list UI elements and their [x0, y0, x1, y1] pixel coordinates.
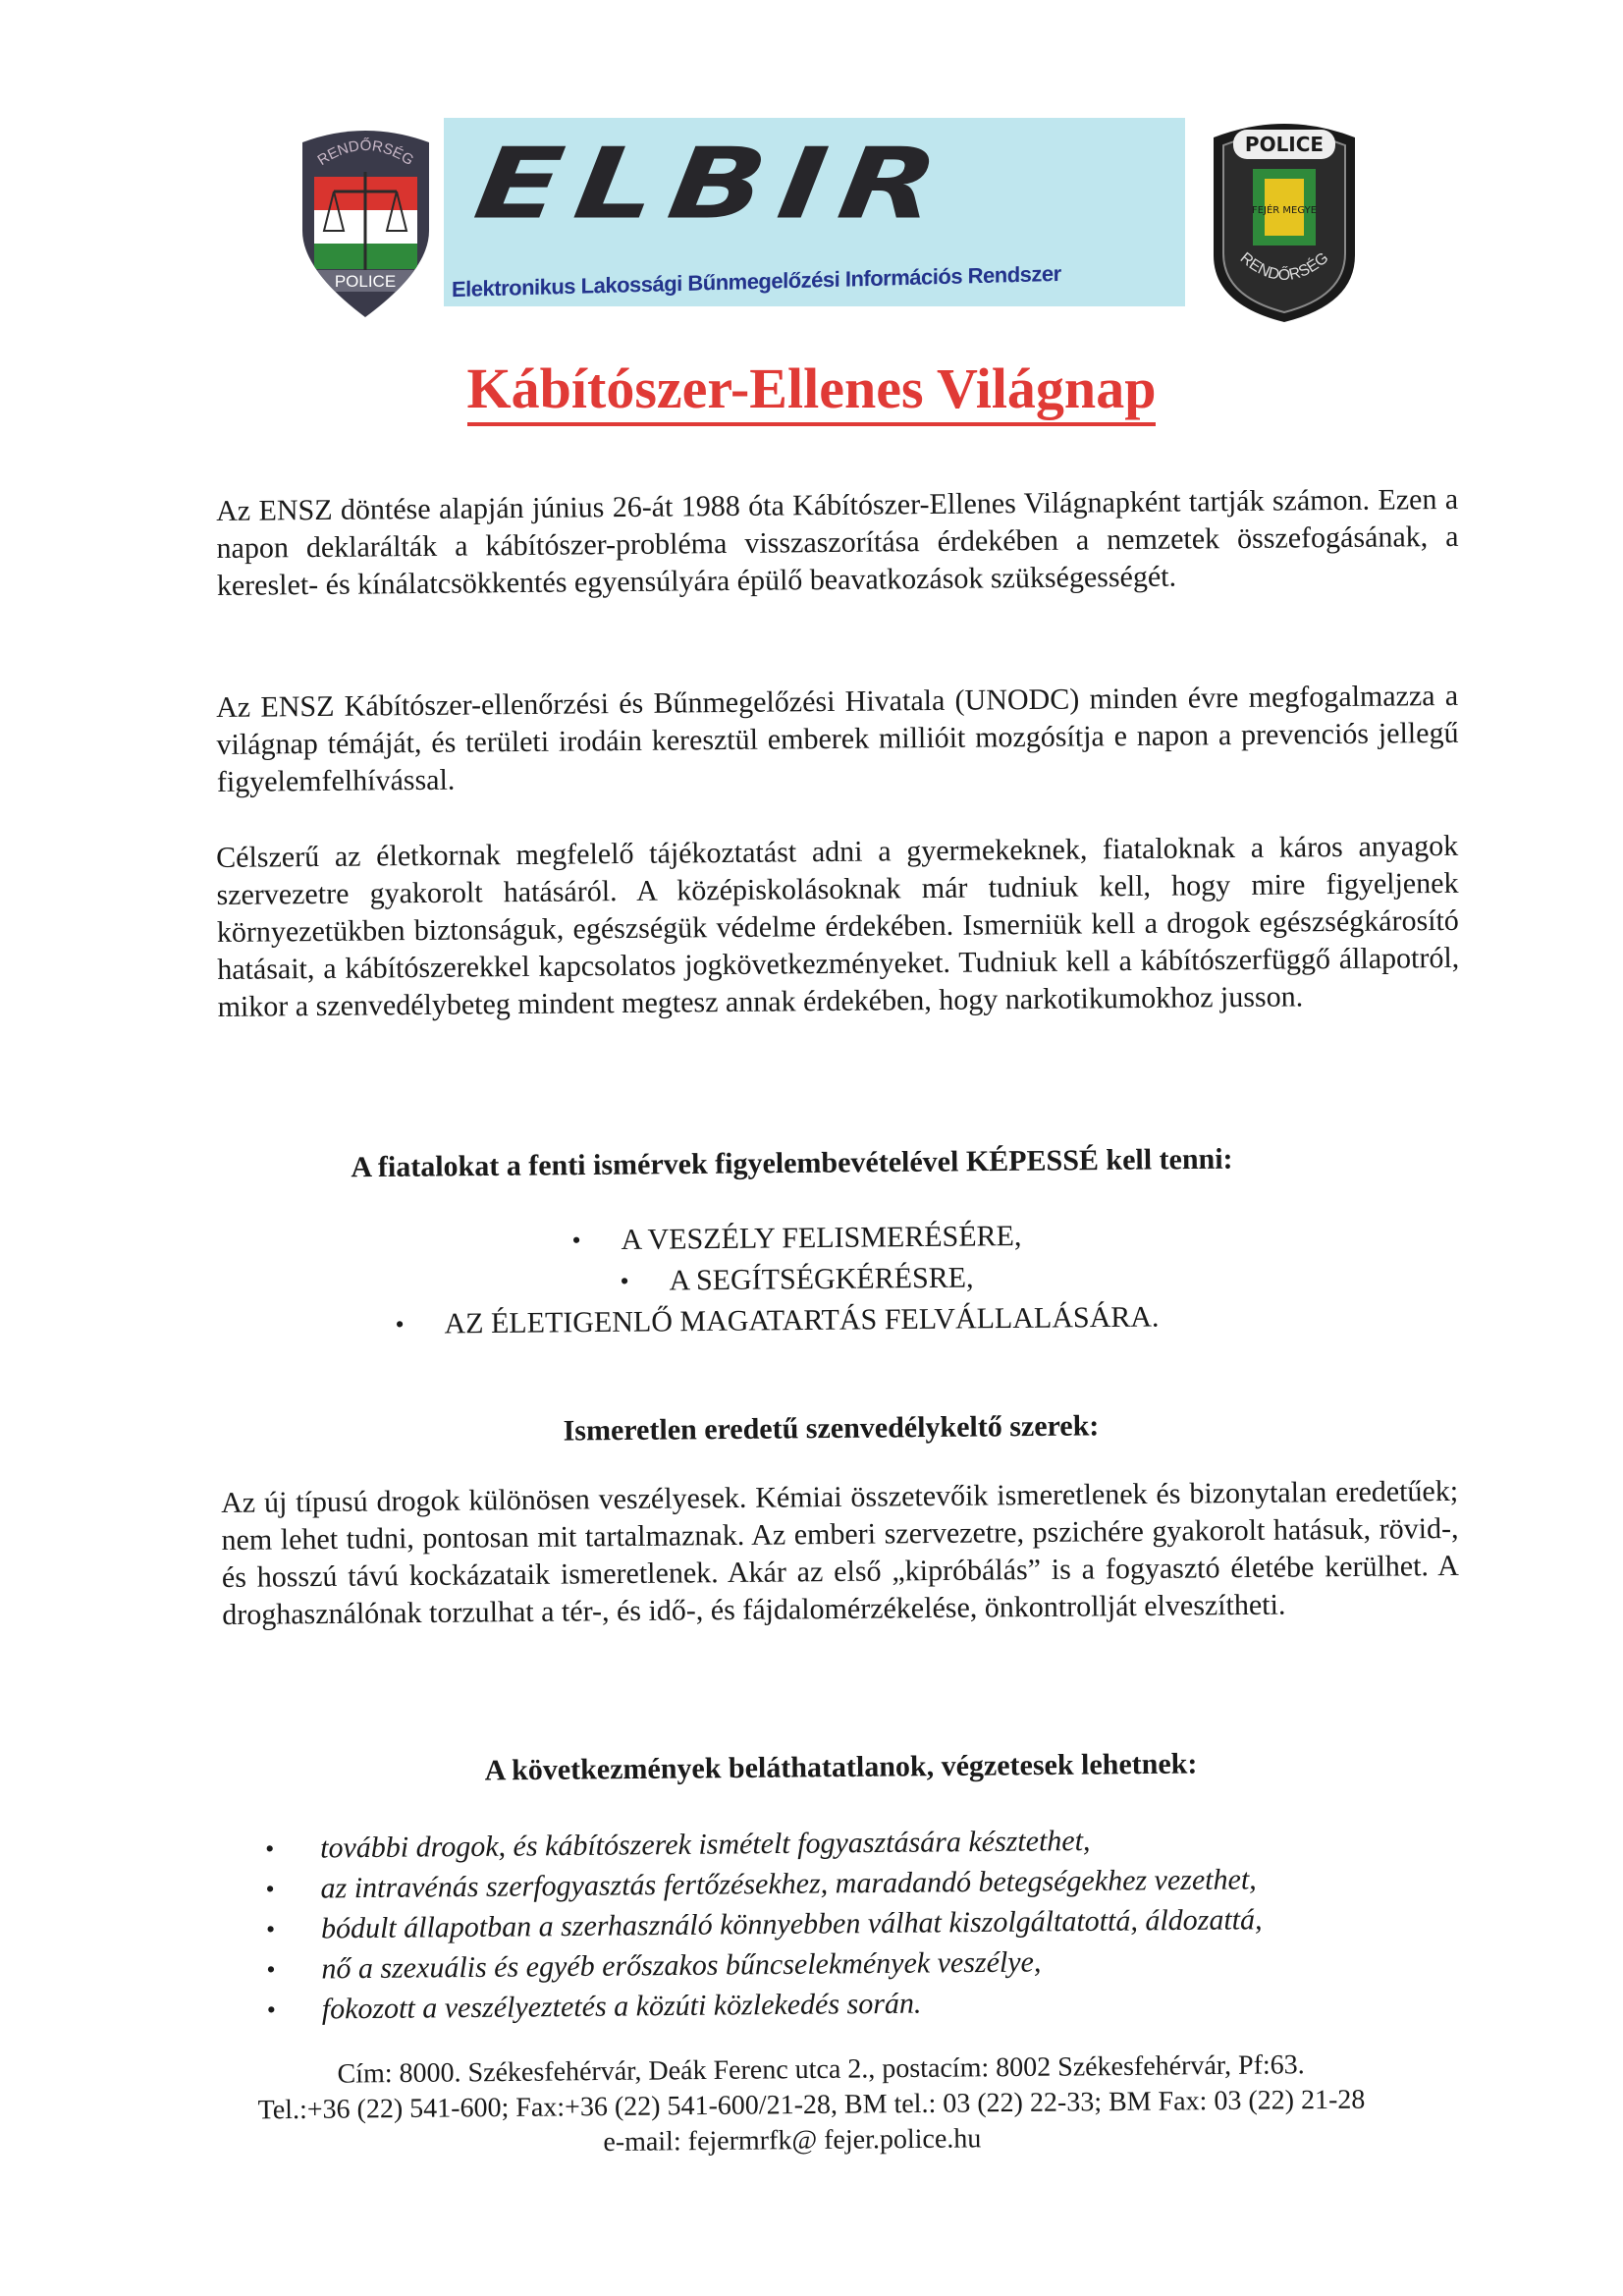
page-title-text: Kábítószer-Ellenes Világnap: [467, 356, 1157, 426]
elbir-banner: [444, 118, 1185, 306]
paragraph-education: Célszerű az életkornak megfelelő tájékoztatást adni a gyermekeknek, fiataloknak a káros anyagok szervezetre gyakorolt hatásáról. A középiskolásoknak már tudniuk kell, hogy mire figyeljenek környezetükben biztonságuk, egészségük védelme érdekében. Ismerniük kell a drogok egészségkárosító hatásait, a kábítószerekkel kapcsolatos jogkövetkezményeket. Tudniuk kell a kábítószerfüggő állapotról, mikor a szenvedélybeteg mindent megtesz annak érdekében, hogy narkotikumokhoz jusson.: [216, 829, 1460, 1023]
police-shield-logo: [295, 123, 437, 319]
list-item-text: az intravénás szerfogyasztás fertőzésekhez, maradandó betegségekhez vezethet,: [320, 1863, 1257, 1905]
county-police-badge: [1196, 108, 1373, 324]
bullet-icon: •: [265, 1833, 275, 1863]
capable-list: [0, 1218, 1623, 1341]
list-item-text: nő a szexuális és egyéb erőszakos bűncselekmények veszélye,: [321, 1945, 1042, 1986]
bullet-icon: •: [620, 1266, 629, 1295]
paragraph-intro: Az ENSZ döntése alapján június 26-át 1988 óta Kábítószer-Ellenes Világnapként tartják számon. Ezen a napon deklarálták a kábítószer-probléma visszaszorítása érdekében a nemzetek összefogásának, a kereslet- és kínálatcsökkentés egyensúlyára épülő beavatkozások szükségességét.: [216, 482, 1459, 602]
bullet-icon: •: [265, 1874, 275, 1903]
list-item-text: A SEGÍTSÉGKÉRÉSRE,: [669, 1261, 974, 1297]
consequences-list: [265, 1817, 1445, 2030]
elbir-tagline: Elektronikus Lakossági Bűnmegelőzési Információs Rendszer: [452, 260, 1061, 302]
list-item-text: fokozott a veszélyeztetés a közúti közlekedés során.: [321, 1987, 922, 2026]
left-badge-label: POLICE: [334, 272, 397, 291]
left-badge-arc-text: RENDŐRSÉG: [314, 137, 417, 170]
page-title: [0, 355, 1623, 421]
heading-unknown-substances: Ismeretlen eredetű szenvedélykeltő szerek:: [563, 1409, 1100, 1448]
contact-footer: [0, 2045, 1623, 2166]
bullet-icon: •: [266, 1954, 276, 1984]
list-item-text: AZ ÉLETIGENLŐ MAGATARTÁS FELVÁLLALÁSÁRA.: [444, 1300, 1160, 1340]
paragraph-new-drugs: Az új típusú drogok különösen veszélyesek. Kémiai összetevőik ismeretlenek és bizonytalan eredetűek; nem lehet tudni, pontosan mit tartalmaznak. Az emberi szervezetre, pszichére gyakorolt hatásuk, rövid-, és hosszú távú kockázataik ismeretlenek. Akár az első „kipróbálás” is a fogyasztó életébe kerülhet. A droghasználónak torzulhat a tér-, és idő-, és fájdalomérzékelése, önkontrollját elveszítheti.: [221, 1474, 1460, 1631]
bullet-icon: •: [571, 1226, 581, 1255]
list-item-text: további drogok, és kábítószerek ismételt fogyasztására késztethet,: [320, 1824, 1091, 1865]
bullet-icon: •: [266, 1995, 277, 2024]
letterhead: [295, 108, 1375, 324]
bullet-icon: •: [395, 1309, 405, 1339]
elbir-wordmark: ELBIR: [467, 127, 958, 242]
list-item-text: A VESZÉLY FELISMERÉSÉRE,: [621, 1220, 1022, 1256]
right-badge-top-text: POLICE: [1244, 133, 1325, 156]
heading-consequences: A következmények beláthatatlanok, végzetesek lehetnek:: [484, 1747, 1198, 1787]
paragraph-unodc: Az ENSZ Kábítószer-ellenőrzési és Bűnmegelőzési Hivatala (UNODC) minden évre megfogalmazza a világnap témáját, és területi irodáin keresztül emberek millióit mozgósítja e napon a prevenciós jellegű figyelemfelhívással.: [216, 679, 1459, 798]
footer-phones: Tel.:+36 (22) 541-600; Fax:+36 (22) 541-600/21-28, BM tel.: 03 (22) 22-33; BM Fax: 03 (22) 21-28: [257, 2084, 1366, 2126]
bullet-icon: •: [265, 1914, 276, 1943]
footer-address: Cím: 8000. Székesfehérvár, Deák Ferenc utca 2., postacím: 8002 Székesfehérvár, Pf:63.: [337, 2050, 1305, 2090]
footer-email: e-mail: fejermrfk@ fejer.police.hu: [603, 2123, 982, 2159]
right-badge-ring-text: RENDŐRSÉG: [1236, 249, 1332, 284]
heading-capable: A fiatalokat a fenti ismérvek figyelembevételével KÉPESSÉ kell tenni:: [351, 1142, 1233, 1184]
right-badge-inner-text: FEJÉR MEGYE: [1251, 205, 1318, 216]
list-item-text: bódult állapotban a szerhasználó könnyebben válhat kiszolgáltatottá, áldozattá,: [320, 1903, 1263, 1945]
